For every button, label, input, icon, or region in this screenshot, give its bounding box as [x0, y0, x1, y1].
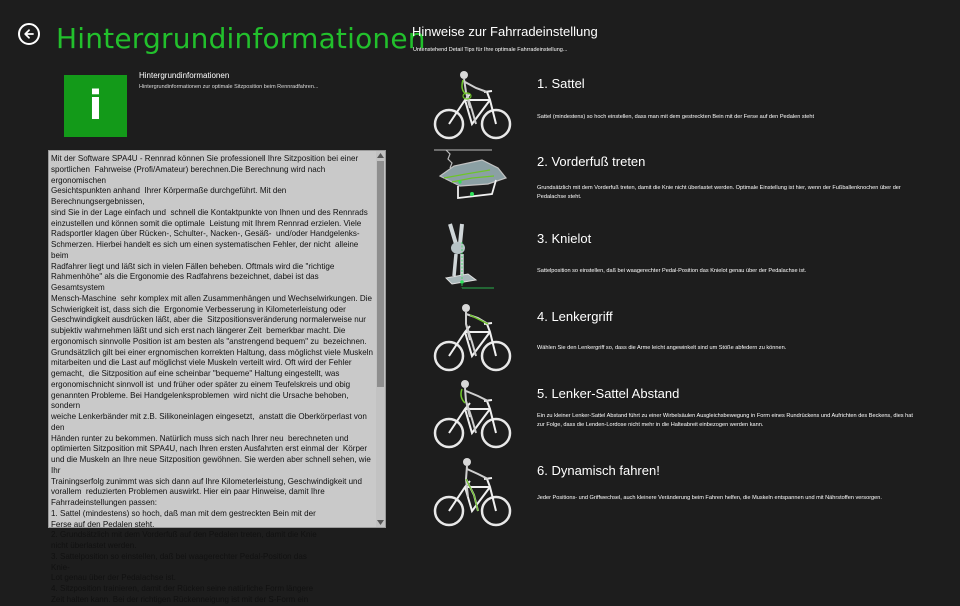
- cyclist-skeleton-bike-icon: [432, 300, 514, 372]
- foot-skeleton-pedal-icon: [432, 146, 514, 218]
- tip-text: Ein zu kleiner Lenker-Sattel Abstand führt zu einer Wirbelsäulen Ausgleichsbewegung in Form eines Rundrückens und Aufrichten des Beckens, dies hat zur Folge, dass die Lenden-Lordose nicht mehr in die Halteabreit einbezogen werden kann.: [537, 413, 913, 428]
- article-textbox[interactable]: [48, 150, 386, 604]
- info-heading: Hintergrundinformationen: [139, 71, 230, 80]
- cyclist-skeleton-bike-icon: [432, 377, 514, 449]
- back-button[interactable]: [18, 23, 40, 45]
- tip-heading: 3. Knielot: [537, 231, 592, 246]
- info-subtitle: Hintergrundinformationen zur optimale Sitzposition beim Rennradfahren...: [139, 84, 319, 90]
- tip-text: Grundsätzlich mit dem Vorderfuß treten, damit die Knie nicht überlastet werden. Optimale Einstellung ist hier, wenn der Fußballenknochen über der Pedalachse steht.: [537, 185, 901, 200]
- tip-text: Wählen Sie den Lenkergriff so, dass die Arme leicht angewinkelt sind um Stöße abfedern zu können.: [537, 345, 787, 351]
- tip-heading: 4. Lenkergriff: [537, 309, 613, 324]
- info-icon: i: [88, 83, 103, 129]
- cyclist-skeleton-bike-icon: [432, 455, 514, 527]
- page-title: Hintergrundinformationen: [56, 22, 426, 55]
- scroll-up-arrow-icon[interactable]: [376, 151, 385, 160]
- knee-skeleton-plumb-icon: [432, 222, 514, 294]
- tips-panel-subtitle: Untenstehend Detail Tips für Ihre optimale Fahrradeinstellung...: [413, 47, 568, 53]
- article-text: Mit der Software SPA4U - Rennrad können Sie professionell Ihre Sitzposition bei einer sportlichen Fahrweise (Profi/Amateur) berechnen.Die Berechnung wird nach ergonomischen Gesichtspunkten anhand Ihrer Körpermaße durchgeführt. Mit den Berechnungsergebnissen, sind Sie in der Lage einfach und schnell die Kontaktpunkte von Ihnen und des Rennrads einzustellen und können somit die optimale Leistung mit Ihrem Rennrad erzielen. Viele Radsportler klagen über Rücken-, Schulter-, Nacken-, Gesäß- und/oder Handgelenks- Schmerzen. Hierbei handelt es sich um einen systematischen Fehler, der nicht alleine beim Radfahrer liegt und läßt sich in vielen Fällen beheben. Oftmals wird die "richtige Rahmenhöhe" als die Ergonomie des Radfahrens bezeichnet, dabei ist das Gesamtsystem Mensch-Maschine sehr komplex mit allen Zusammenhängen und Wechselwirkungen. Die Schwierigkeit ist, dass sich die Ergonomie Verbesserung in Kilometerleistung oder Geschwindigkeit ausdrücken läßt, aber die Sitzpositionsveränderung normalerweise nur subjektiv wahrnehmen läßt und sich erst nach längerer Zeit bemerkbar macht. Die ergonomisch sinnvolle Position ist am besten als "anstrengend bequem" zu bezeichnen. Grundsätzlich gilt bei einer ergnomischen korrekten Haltung, dass möglichst viele Muskeln mitarbeiten und die Last auf möglichst viele Muskeln verteilt wird. Oft wird der Fehler gemacht, die Sitzposition auf eine scheinbar "bequeme" Haltung eingestellt, was ergonomischnicht sinnvoll ist und früher oder später zu einem Teufelskreis und obig genannten Probleme. Bei Handgelenksproblemen wird nicht die Ursache behoben, sondern weiche Lenkerbänder mit z.B. Silikoneinlagen eingesetzt, anstatt die Oberkörperlast von den Händen runter zu bekommen. Natürlich muss sich nach Ihrer neu berechneten und optimierten Sitzposition mit SPA4U, nach Ihren ersten Ausfahrten erst einmal der Körper und die Muskeln an Ihre neue Sitzposition gewöhnen. Sie werden aber schnell sehen, wie Ihr Trainingserfolg zunimmt was sich dann auf Ihre Kilometerleistung, Geschwindigkeit und vorallem reduzierten Problemen auswirkt. Hier ein paar Hinweise, damit Ihre Fahrradeinstellungen passen: 1. Sattel (mindestens) so hoch, daß man mit dem gestreckten Bein mit der Ferse auf den Pedalen steht. 2. Grundsätzlich mit dem Vorderfuß auf den Pedalen treten, damit die Knie nicht überlastet werden. 3. Sattelposition so einstellen, daß bei waagerechter Pedal-Position das Knie- Lot genau über der Pedalachse ist. 4. Sitzposition trainieren, damit der Rücken seine natürliche Form längere Zeit halten kann. Bei der richtigen Rückenneigung ist mit der S-Form ein: [51, 154, 374, 604]
- tip-heading: 5. Lenker-Sattel Abstand: [537, 386, 680, 401]
- tip-text: Jeder Positions- und Griffwechsel, auch kleinere Veränderung beim Fahren helfen, die Muskeln entspannen und mit Nährstoffen versorgen.: [537, 495, 882, 501]
- tip-heading: 1. Sattel: [537, 76, 585, 91]
- vertical-scrollbar[interactable]: [376, 151, 385, 527]
- scroll-down-arrow-icon[interactable]: [376, 518, 385, 527]
- tips-panel-title: Hinweise zur Fahrradeinstellung: [412, 24, 598, 39]
- tip-text: Sattel (mindestens) so hoch einstellen, dass man mit dem gestreckten Bein mit der Ferse auf den Pedalen steht: [537, 114, 815, 120]
- info-tile: [64, 75, 127, 137]
- scrollbar-thumb[interactable]: [377, 161, 384, 387]
- cyclist-skeleton-bike-icon: [432, 68, 514, 140]
- tip-heading: 6. Dynamisch fahren!: [537, 463, 660, 478]
- arrow-left-icon: [23, 28, 35, 40]
- tip-heading: 2. Vorderfuß treten: [537, 154, 646, 169]
- tip-text: Sattelposition so einstellen, daß bei waagerechter Pedal-Position das Knielot genau über der Pedalachse ist.: [537, 268, 807, 274]
